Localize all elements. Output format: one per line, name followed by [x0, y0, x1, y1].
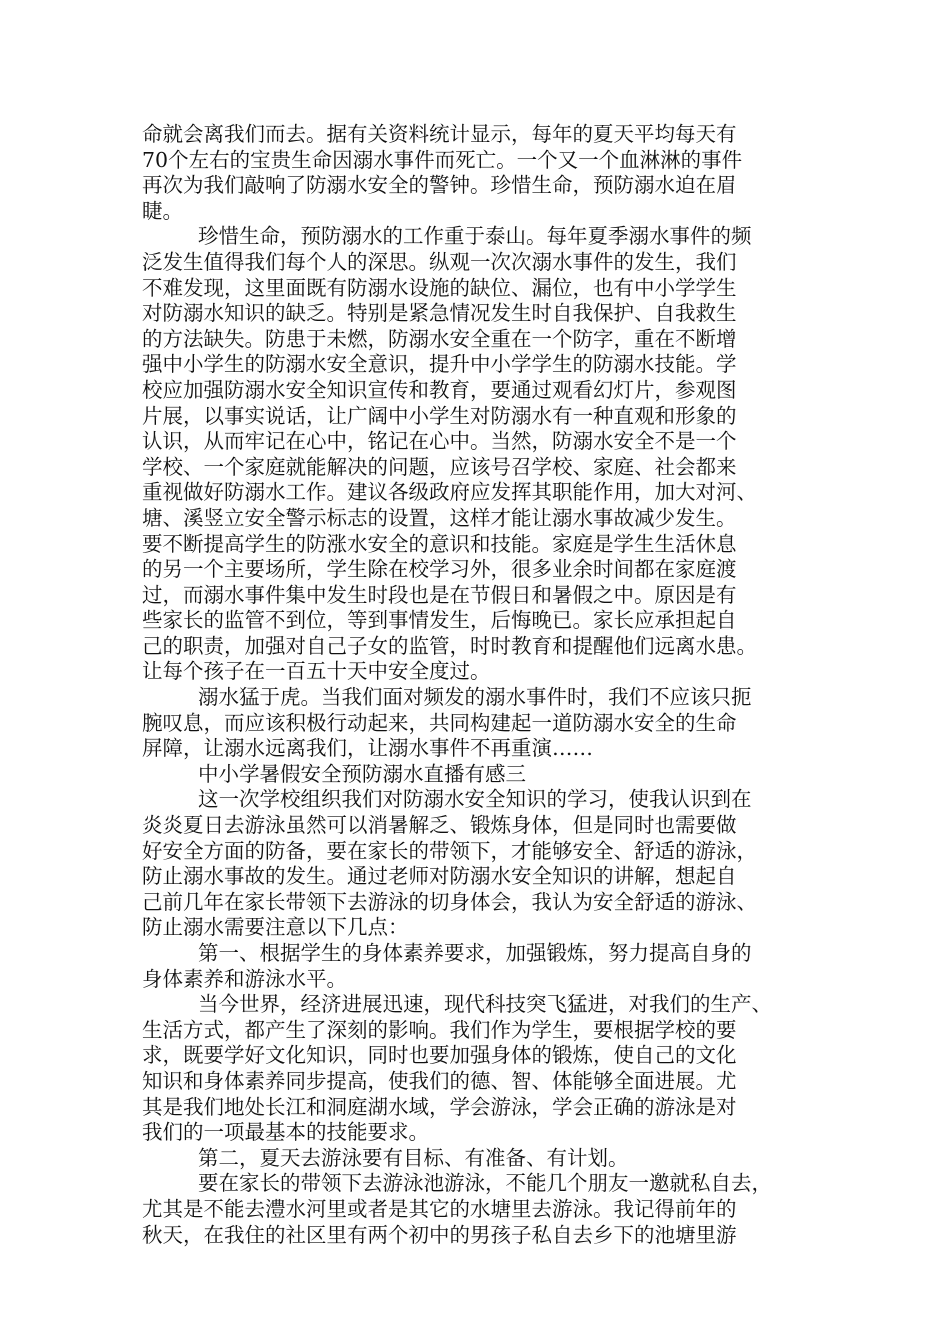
text-line: 己的职责，加强对自己子女的监管，时时教育和提醒他们远离水患。 [142, 633, 757, 658]
text-line: 对防溺水知识的缺乏。特别是紧急情况发生时自我保护、自我救生 [142, 301, 737, 326]
text-line: 求，既要学好文化知识，同时也要加强身体的锻炼，使自己的文化 [142, 1043, 737, 1068]
text-line: 不难发现，这里面既有防溺水设施的缺位、漏位，也有中小学学生 [142, 275, 737, 300]
text-line: 睫。 [142, 198, 183, 223]
text-line: 命就会离我们而去。据有关资料统计显示，每年的夏天平均每天有 [142, 122, 737, 146]
text-line: 认识，从而牢记在心中，铭记在心中。当然，防溺水安全不是一个 [142, 429, 737, 454]
text-line: 要不断提高学生的防涨水安全的意识和技能。家庭是学生生活休息 [142, 531, 737, 556]
text-line: 强中小学生的防溺水安全意识，提升中小学学生的防溺水技能。学 [142, 352, 737, 377]
text-line: 腕叹息，而应该积极行动起来，共同构建起一道防溺水安全的生命 [142, 710, 737, 735]
text-line: 过，而溺水事件集中发生时段也是在节假日和暑假之中。原因是有 [142, 582, 737, 607]
text-line: 中小学暑假安全预防溺水直播有感三 [198, 761, 526, 786]
text-line: 知识和身体素养同步提高，使我们的德、智、体能够全面进展。尤 [142, 1068, 737, 1093]
text-line: 的另一个主要场所，学生除在校学习外，很多业余时间都在家庭渡 [142, 557, 737, 582]
text-line: 身体素养和游泳水平。 [142, 966, 347, 991]
text-line: 校应加强防溺水安全知识宣传和教育，要通过观看幻灯片，参观图 [142, 377, 737, 402]
text-line: 学校、一个家庭就能解决的问题，应该号召学校、家庭、社会都来 [142, 454, 737, 479]
text-line: 好安全方面的防备，要在家长的带领下，才能够安全、舒适的游泳， [142, 838, 757, 863]
text-line: 第二，夏天去游泳要有目标、有准备、有计划。 [198, 1145, 629, 1170]
text-line: 炎炎夏日去游泳虽然可以消暑解乏、锻炼身体，但是同时也需要做 [142, 813, 737, 838]
text-line: 塘、溪竖立安全警示标志的设置，这样才能让溺水事故减少发生。 [142, 505, 737, 530]
text-line: 些家长的监管不到位，等到事情发生，后悔晚已。家长应承担起自 [142, 608, 737, 633]
text-line: 我们的一项最基本的技能要求。 [142, 1120, 429, 1145]
text-line: 70个左右的宝贵生命因溺水事件而死亡。一个又一个血淋淋的事件 [142, 147, 743, 172]
text-line: 再次为我们敲响了防溺水安全的警钟。珍惜生命，预防溺水迫在眉 [142, 173, 737, 198]
text-line: 溺水猛于虎。当我们面对频发的溺水事件时，我们不应该只扼 [198, 685, 752, 710]
text-line: 生活方式，都产生了深刻的影响。我们作为学生，要根据学校的要 [142, 1017, 737, 1042]
text-line: 其是我们地处长江和洞庭湖水域，学会游泳，学会正确的游泳是对 [142, 1094, 737, 1119]
text-line: 珍惜生命，预防溺水的工作重于泰山。每年夏季溺水事件的频 [198, 224, 752, 249]
text-line: 第一、根据学生的身体素养要求，加强锻炼，努力提高自身的 [198, 941, 752, 965]
document-page [142, 122, 810, 1248]
text-line: 的方法缺失。防患于未燃，防溺水安全重在一个防字，重在不断增 [142, 326, 737, 351]
text-line: 重视做好防溺水工作。建议各级政府应发挥其职能作用，加大对河、 [142, 480, 757, 505]
text-line: 尤其是不能去澧水河里或者是其它的水塘里去游泳。我记得前年的 [142, 1196, 737, 1221]
text-line: 片展，以事实说话，让广阔中小学生对防溺水有一种直观和形象的 [142, 403, 737, 428]
text-line: 屏障，让溺水远离我们，让溺水事件不再重演…… [142, 736, 593, 761]
text-line: 这一次学校组织我们对防溺水安全知识的学习，使我认识到在 [198, 787, 752, 812]
text-line: 防止溺水事故的发生。通过老师对防溺水安全知识的讲解，想起自 [142, 864, 737, 889]
text-line: 秋天，在我住的社区里有两个初中的男孩子私自去乡下的池塘里游 [142, 1222, 737, 1247]
text-line: 要在家长的带领下去游泳池游泳，不能几个朋友一邀就私自去， [198, 1171, 772, 1196]
text-line: 泛发生值得我们每个人的深思。纵观一次次溺水事件的发生，我们 [142, 249, 737, 274]
text-line: 当今世界，经济进展迅速，现代科技突飞猛进，对我们的生产、 [198, 992, 772, 1017]
text-line: 防止溺水需要注意以下几点： [142, 915, 409, 940]
text-line: 己前几年在家长带领下去游泳的切身体会，我认为安全舒适的游泳、 [142, 889, 757, 914]
text-line: 让每个孩子在一百五十天中安全度过。 [142, 659, 491, 684]
